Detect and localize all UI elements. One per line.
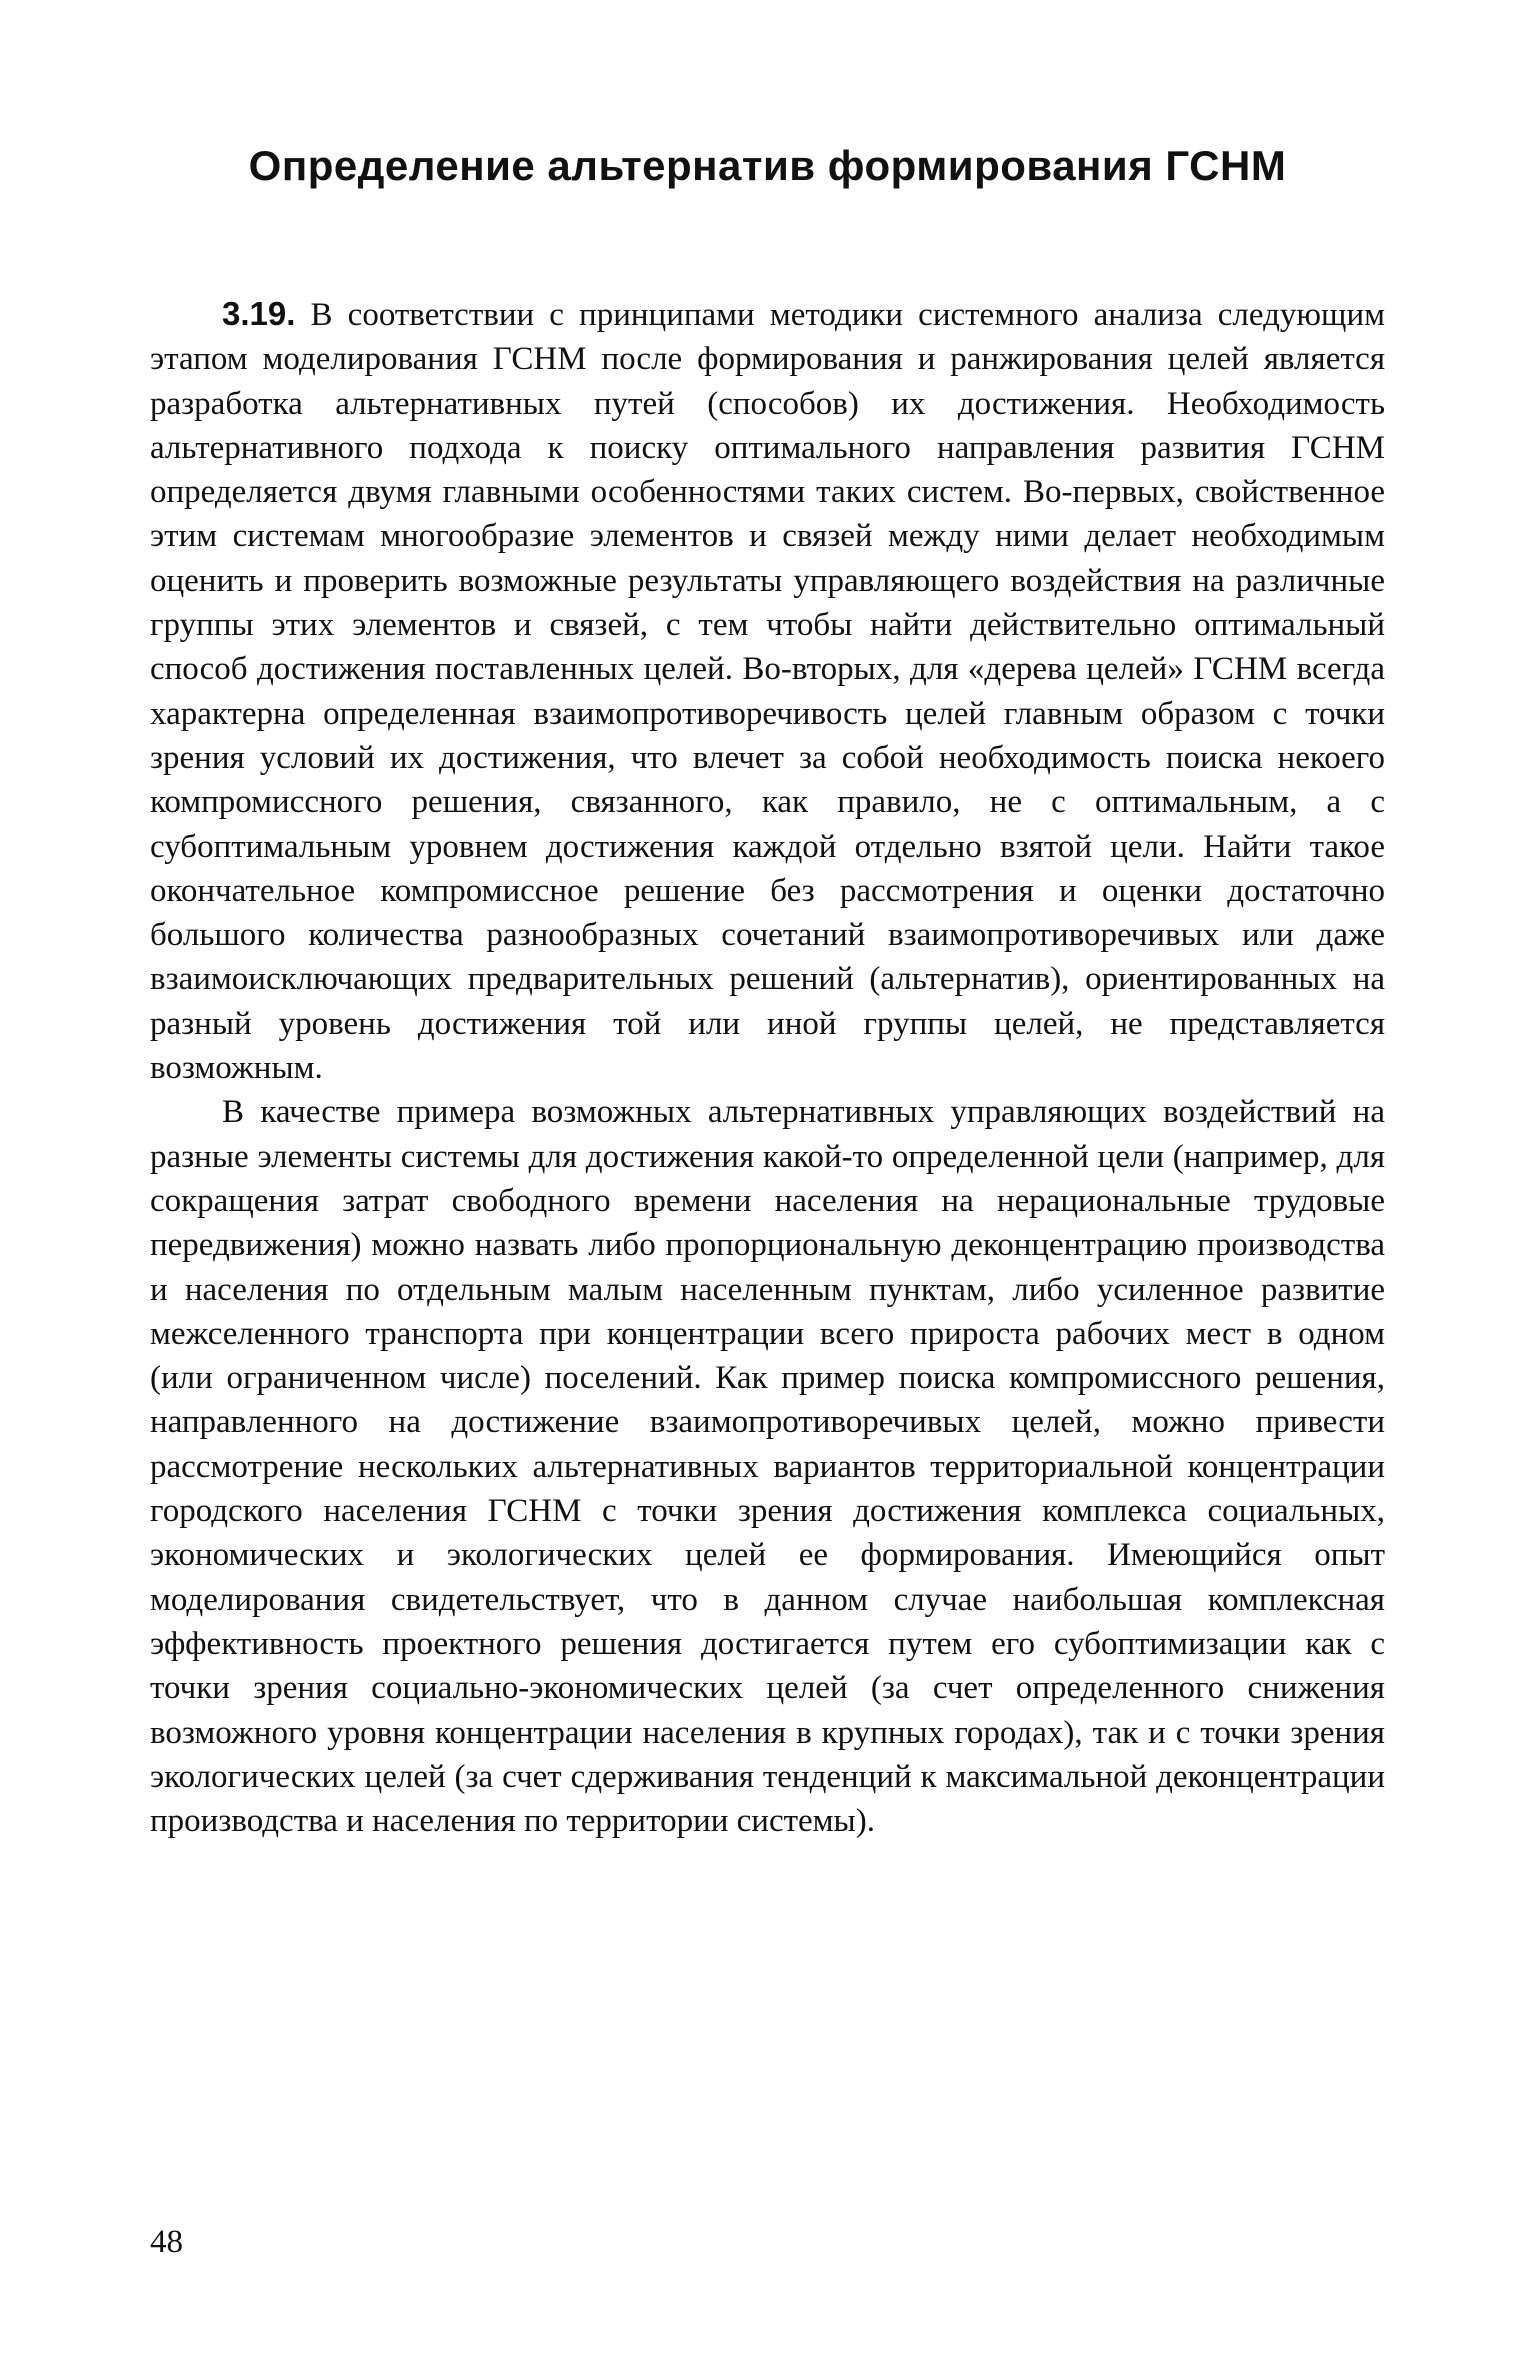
paragraph-3-19 [150,292,1385,1090]
paragraph-number: 3.19. [222,295,296,332]
page-number: 48 [150,2224,183,2260]
body-text [150,292,1385,1843]
paragraph-3-19-text: В соответствии с принципами методики системного анализа следующим этапом моделирования ГСНМ после формирования и ранжирования целей является разработка альтернативных путей (способов) их достижения. Необходимость альтернативного подхода к поиску оптимального направления развития ГСНМ определяется двумя главными особенностями таких систем. Во-первых, свойственное этим системам многообразие элементов и связей между ними делает необходимым оценить и проверить возможные результаты управляющего воздействия на различные группы этих элементов и связей, с тем чтобы найти действительно оптимальный способ достижения поставленных целей. Во-вторых, для «дерева целей» ГСНМ всегда характерна определенная взаимопротиворечивость целей главным образом с точки зрения условий их достижения, что влечет за собой необходимость поиска некоего компромиссного решения, связанного, как правило, не с оптимальным, а с субоптимальным уровнем достижения каждой отдельно взятой цели. Найти такое окончательное компромиссное решение без рассмотрения и оценки достаточно большого количества разнообразных сочетаний взаимопротиворечивых или даже взаимоисключающих предварительных решений (альтернатив), ориентированных на разный уровень достижения той или иной группы целей, не представляется возможным. [150,297,1385,1087]
paragraph-example: В качестве примера возможных альтернативных управляющих воздействий на разные элементы системы для достижения какой-то определенной цели (например, для сокращения затрат свободного времени населения на нерациональные трудовые передвижения) можно назвать либо пропорциональную деконцентрацию производства и населения по отдельным малым населенным пунктам, либо усиленное развитие межселенного транспорта при концентрации всего прироста рабочих мест в одном (или ограниченном числе) поселений. Как пример поиска компромиссного решения, направленного на достижение взаимопротиворечивых целей, можно привести рассмотрение нескольких альтернативных вариантов территориальной концентрации городского населения ГСНМ с точки зрения достижения комплекса социальных, экономических и экологических целей ее формирования. Имеющийся опыт моделирования свидетельствует, что в данном случае наибольшая комплексная эффективность проектного решения достигается путем его субоптимизации как с точки зрения социально-экономических целей (за счет определенного снижения возможного уровня концентрации населения в крупных городах), так и с точки зрения экологических целей (за счет сдерживания тенденций к максимальной деконцентрации производства и населения по территории системы). [150,1094,1385,1840]
section-title: Определение альтернатив формирования ГСНМ [248,142,1287,190]
